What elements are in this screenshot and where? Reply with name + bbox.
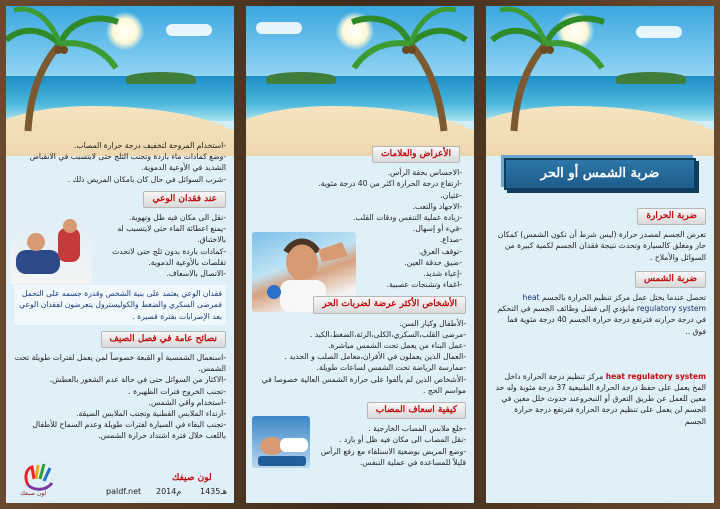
sunstroke-text-b: مايؤدي إلى فشل وظائف الجسم في التحكم في درجة حرارته فترتفع درجة حرارة الجسم 40 درجة مئوية فما فوق ..	[497, 304, 706, 336]
list-item: -وضع المريض بوضعية الاستلقاء مع رفع الرأس قليلاً للمساعدة في عملية التنفس.	[320, 446, 466, 467]
regulatory-body: مركز تنظيم درجة الحرارة داخل المخ يعمل على حفظ درجة الحرارة الطبيعية 37 درجة مئوية وله حد معين للعمل عن طريق التعرق أو التبخروعند حدوث خلل معين في الجسم لن يعمل على تنظيم درجة الحرارة فترتفع درجة حرارة الجسم	[495, 371, 706, 426]
island	[126, 72, 196, 84]
beach-scene	[6, 6, 234, 156]
list-item: -زيادة عملية التنفس ودقات القلب.	[353, 213, 462, 223]
symptoms-list	[254, 167, 466, 290]
summer-tips-heading: نصائح عامة في فصل الصيف	[101, 331, 226, 348]
cloud	[256, 22, 302, 34]
list-item: -ممارسة الرياضة تحت الشمس لساعات طويلة.	[316, 363, 466, 373]
unconscious-heading: عند فقدان الوعي	[143, 191, 226, 208]
sunstroke-english-term: heat regulatory system	[522, 293, 706, 314]
list-item: -الأطفال وكبار السن.	[399, 318, 466, 328]
first-aid-list	[254, 423, 466, 468]
heat-exhaustion-heading: ضربة الحرارة	[637, 208, 706, 225]
right-panel	[486, 6, 714, 503]
heat-exhaustion-text: تعرض الجسم لمصدر حرارة (ليس شرط أن تكون الشمس) كمكان حار ومغلق كالسيارة وتحدث نتيجة فقدان الجسم لكمية كبيرة من السوائل والأملاح .	[497, 230, 706, 262]
island	[266, 72, 336, 84]
footer	[6, 459, 234, 503]
list-item: -ارتفاع درجة الحرارة اكثر من 40 درجة مئوية.	[318, 179, 462, 189]
list-item: -الاحساس بخفة الرأس.	[387, 168, 462, 178]
list-item: -ارتداء الملابس القطنية وتجنب الملابس الضيقة.	[76, 409, 226, 419]
at-risk-list	[254, 318, 466, 396]
year-gregorian: 2014م	[156, 487, 182, 496]
list-item: -الاكثار من السوائل حتى في حالة عدم الشعور بالعطش.	[49, 375, 226, 385]
list-item: -اغماء وتشنجات عصبية.	[386, 280, 462, 290]
list-item: -كمادات باردة بدون ثلج حتى لاتحدث تقلصات بالأوعية الدموية.	[112, 246, 226, 267]
list-item: -خلع ملابس المصاب الخارجية .	[368, 424, 466, 434]
list-item: -قيء أو إسهال.	[412, 224, 462, 234]
first-aid-heading: كيفية اسعاف المصاب	[367, 402, 466, 419]
list-item: -استعمال الشمسية أو القبعة خصوصاً لمن يعمل لفترات طويلة تحت الشمس.	[14, 353, 226, 374]
summer-tips-list	[14, 352, 226, 442]
list-item: -ضيق حدقة العين.	[404, 257, 462, 267]
list-item: -الاتصال بالاسعاف.	[166, 269, 226, 279]
hand-logo-icon	[20, 461, 60, 491]
title-banner: ضربة الشمس أو الحر	[504, 158, 696, 190]
unconscious-list	[14, 212, 226, 279]
list-item: -إعياء شديد.	[423, 269, 462, 279]
beach-scene	[246, 6, 474, 156]
palm-tree-icon	[486, 6, 616, 136]
list-item: -وضع كمادات ماء باردة وتجنب الثلج حتى لايتسبب في الانقباض الشديد في الأوعية الدموية.	[29, 152, 226, 173]
list-item: -الأشخاص الذين لم يألفوا على حرارة الشمس العالية خصوصا في مواسم الحج .	[261, 374, 466, 395]
list-item: -يمنع اعطائة الماء حتى لايتسبب له بالاختناق.	[117, 224, 226, 245]
regulatory-english-term: heat regulatory system	[605, 371, 706, 381]
sunstroke-text-a: تحصل عندما يختل عمل مركز تنظيم الحرارة بالجسم	[542, 293, 706, 303]
sunstroke-heading: ضربة الشمس	[635, 271, 706, 288]
symptoms-heading: الأعراض والعلامات	[372, 146, 460, 163]
list-item: -توقف العرق.	[418, 246, 462, 256]
beach-scene	[486, 6, 714, 156]
unconscious-note: فقدان الوعي يعتمد على بنية الشخص وقدرة جسمه على التحمل فمرضى السكري والضغط والكوليسترول يتعرضون لفقدان الوعي بعد الإضرابات بفترة قصيرة .	[14, 285, 226, 325]
at-risk-heading: الأشخاص الأكثر عرضة لضربات الحر	[313, 296, 466, 313]
list-item: -الاجهاد والتعب.	[412, 201, 462, 211]
palm-tree-icon	[6, 6, 130, 136]
middle-panel	[246, 6, 474, 503]
list-item: -استخدام المروحة لتخفيف درجة حرارة المصاب.	[74, 141, 226, 150]
list-item: -غثيان.	[440, 190, 462, 200]
list-item: -تجنب الخروج فترات الظهيرة .	[128, 386, 226, 396]
cloud	[166, 24, 212, 36]
aid-continued-list	[14, 140, 226, 185]
list-item: -تجنب البقاء في السيارة لفترات طويلة وعدم السماح للأطفال باللعب خلال فترة اشتداد حرارة الشمس.	[32, 420, 226, 441]
list-item: -عمل البناء من يعمل تحت الشمس مباشرة.	[328, 341, 466, 351]
logo-caption: لون صيفك	[20, 490, 47, 497]
list-item: -نقل الى مكان فيه ظل وتهوية.	[128, 213, 226, 223]
list-item: -نقل المصاب الى مكان فيه ظل أو بارد .	[339, 435, 466, 445]
list-item: -العمال الذين يعملون في الأفران،معامل الصلب و الحديد .	[284, 352, 466, 362]
list-item: -مرضى القلب،السكري،الكلى،الرئة،الضغط،الكبد .	[309, 329, 466, 339]
site-url[interactable]: paldf.net	[106, 487, 142, 496]
list-item: -صداع.	[439, 235, 462, 245]
list-item: -شرب السوائل في حال كان بامكان المريض ذلك .	[67, 174, 226, 184]
palm-tree-icon	[344, 6, 474, 136]
list-item: -استخدام واقي الشمس.	[148, 397, 226, 407]
left-panel	[6, 6, 234, 503]
year-hijri: 1435هـ	[200, 487, 227, 496]
cloud	[636, 26, 682, 38]
brand-name: لون صيفك	[172, 473, 212, 483]
sunstroke-text	[494, 292, 706, 337]
regulatory-text	[494, 371, 706, 427]
island	[616, 72, 686, 84]
